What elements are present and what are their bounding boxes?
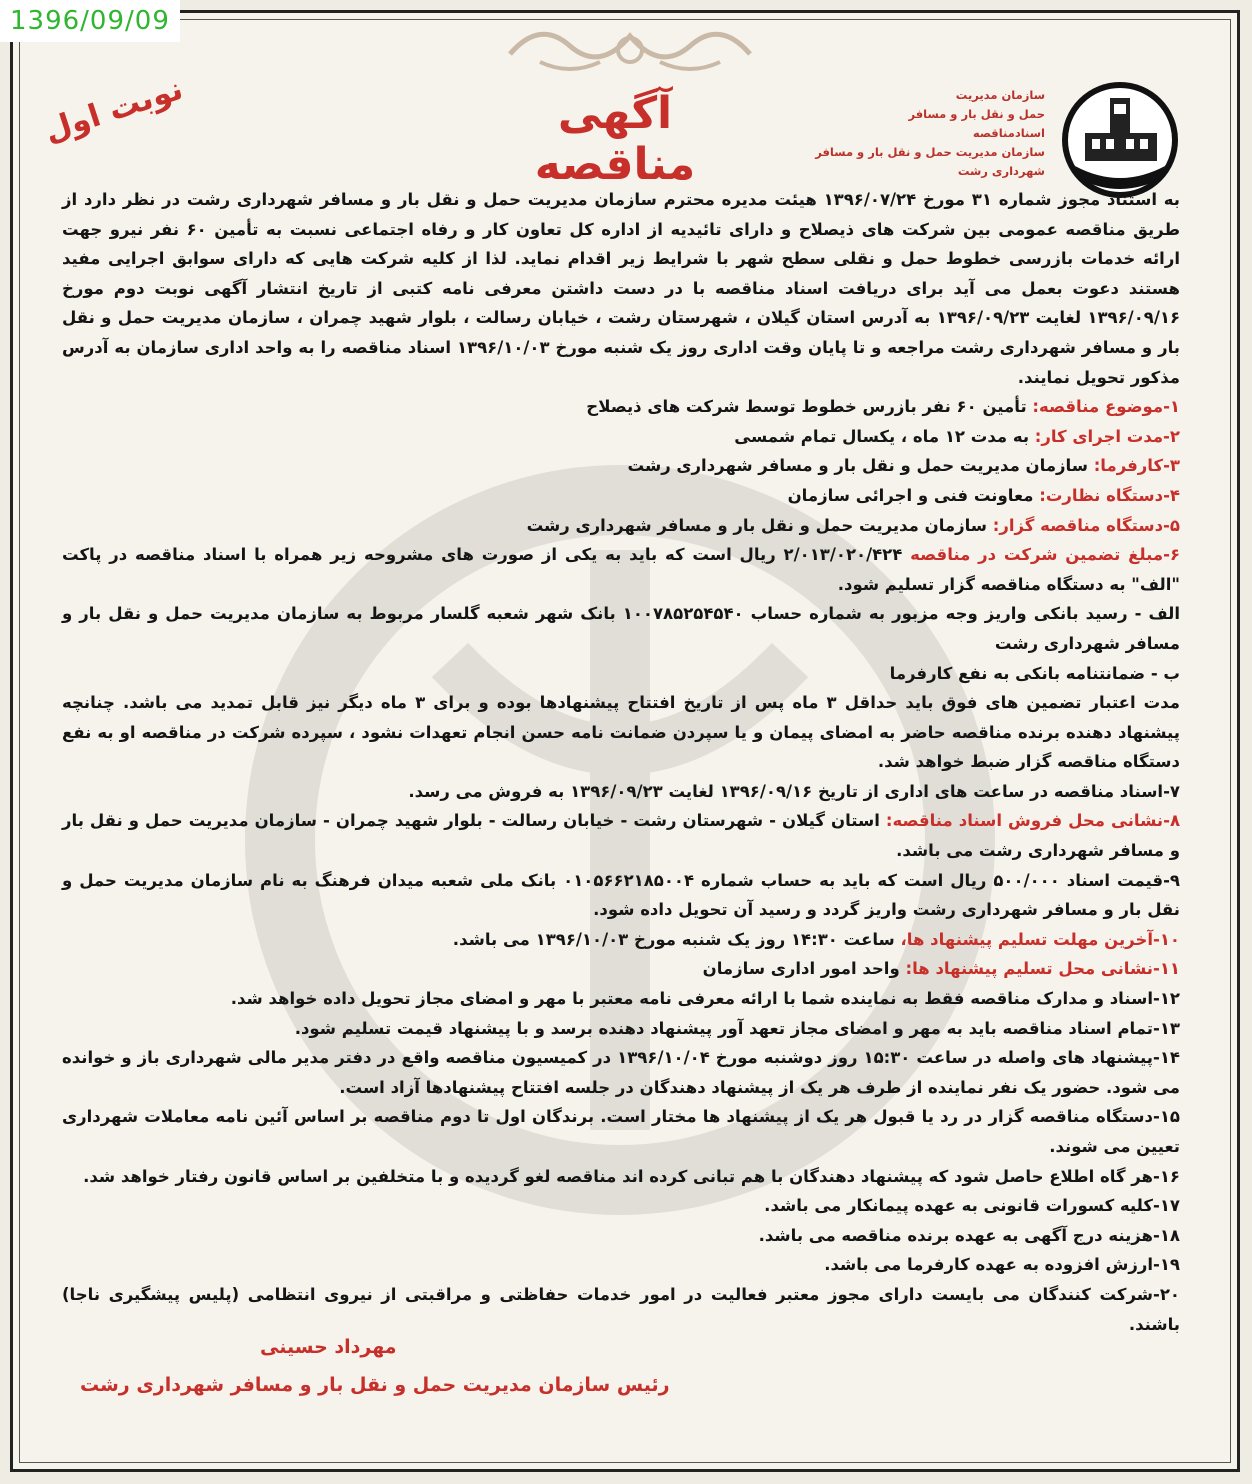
notice-title: آگهی مناقصه	[534, 88, 696, 190]
condition-item	[62, 1162, 1180, 1192]
condition-item	[62, 599, 1180, 658]
condition-text: ۱۶-هر گاه اطلاع حاصل شود که پیشنهاد دهندگان با هم تبانی کرده اند مناقصه لغو گردیده و با متخلفین بر اساس قانون رفتار خواهد شد.	[83, 1166, 1180, 1186]
condition-item	[62, 688, 1180, 777]
condition-label: ۲-مدت اجرای کار:	[1034, 426, 1180, 446]
org-line: حمل و نقل بار و مسافر	[908, 107, 1045, 121]
condition-label: ۶-مبلغ تضمین شرکت در مناقصه	[910, 545, 1181, 565]
condition-item	[62, 422, 1180, 452]
condition-item	[62, 481, 1180, 511]
condition-text: سازمان مدیریت حمل و نقل بار و مسافر شهرداری رشت	[526, 515, 993, 535]
condition-text: ۱۹-ارزش افزوده به عهده کارفرما می باشد.	[824, 1255, 1180, 1275]
org-line: سازمان مدیریت حمل و نقل بار و مسافر شهرداری رشت	[815, 145, 1045, 178]
condition-text: معاونت فنی و اجرائی سازمان	[787, 485, 1040, 505]
condition-text: تأمین ۶۰ نفر بازرس خطوط توسط شرکت های ذیصلاح	[586, 397, 1033, 417]
condition-item	[62, 511, 1180, 541]
condition-item	[62, 540, 1180, 599]
condition-label: ۱۰-آخرین مهلت تسلیم پیشنهاد ها،	[900, 929, 1180, 949]
condition-text: به مدت ۱۲ ماه ، یکسال تمام شمسی	[734, 426, 1035, 446]
condition-item	[62, 954, 1180, 984]
condition-text: استان گیلان - شهرستان رشت - خیابان رسالت - بلوار شهید چمران - سازمان مدیریت حمل و نقل بار و مسافر شهرداری رشت می باشد.	[62, 811, 1180, 861]
condition-item	[62, 392, 1180, 422]
condition-label: ۱۱-نشانی محل تسلیم پیشنهاد ها:	[905, 959, 1180, 979]
condition-item	[62, 984, 1180, 1014]
intro-paragraph: به استناد مجوز شماره ۳۱ مورخ ۱۳۹۶/۰۷/۲۴ هیئت مدیره محترم سازمان مدیریت حمل و نقل بار و مسافر شهرداری رشت در نظر دارد از طریق مناقصه عمومی بین شرکت های ذیصلاح و دارای تائیدیه از اداره کل تعاون کار و رفاه اجتماعی نسبت به تأمین ۶۰ نفر نیرو جهت ارائه خدمات بازرسی خطوط حمل و نقلی سطح شهر با شرایط زیر اقدام نماید. لذا از کلیه شرکت هایی که دارای سوابق اجرایی مفید هستند دعوت بعمل می آید برای دریافت اسناد مناقصه با در دست داشتن معرفی نامه کتبی از تاریخ انتشار آگهی نوبت دوم مورخ ۱۳۹۶/۰۹/۱۶ لغایت ۱۳۹۶/۰۹/۲۳ به آدرس استان گیلان ، شهرستان رشت ، خیابان رسالت ، بلوار شهید چمران ، سازمان مدیریت حمل و نقل بار و مسافر شهرداری رشت مراجعه و تا پایان وقت اداری روز یک شنبه مورخ ۱۳۹۶/۱۰/۰۳ اسناد مناقصه را به واحد اداری سازمان به آدرس مذکور تحویل نمایند.	[62, 190, 1181, 387]
condition-label: ۱-موضوع مناقصه:	[1032, 397, 1180, 417]
org-line: اسنادمناقصه	[972, 126, 1045, 140]
condition-item	[62, 1191, 1180, 1221]
condition-text: ۱۵-دستگاه مناقصه گزار در رد یا قبول هر یک از پیشنهاد ها مختار است. برندگان اول تا دوم مناقصه بر اساس آئین نامه معاملات شهرداری تعیین می شوند.	[62, 1107, 1180, 1156]
condition-item	[62, 451, 1180, 481]
condition-text: ۱۳-تمام اسناد مناقصه باید به مهر و امضای مجاز تعهد آور پیشنهاد دهنده برسد و با پیشنهاد قیمت تسلیم شود.	[294, 1018, 1180, 1038]
condition-item	[62, 1250, 1180, 1280]
condition-label: ۳-کارفرما:	[1093, 456, 1180, 476]
condition-item	[62, 806, 1180, 865]
conditions-list	[62, 392, 1180, 1339]
notice-body	[62, 185, 1180, 1339]
condition-item	[62, 1043, 1180, 1102]
condition-text: ۱۷-کلیه کسورات قانونی به عهده پیمانکار می باشد.	[764, 1196, 1180, 1216]
date-stamp: 1396/09/09	[0, 0, 180, 42]
condition-item	[62, 866, 1180, 925]
condition-item	[62, 659, 1180, 689]
condition-label: ۵-دستگاه مناقصه گزار:	[992, 515, 1180, 535]
condition-text: الف - رسید بانکی واریز وجه مزبور به شماره حساب ۱۰۰۷۸۵۲۵۴۵۴۰ بانک شهر شعبه گلسار مربوط به سازمان مدیریت حمل و نقل بار و مسافر شهرداری رشت	[62, 604, 1180, 653]
condition-text: ب - ضمانتنامه بانکی به نفع کارفرما	[889, 663, 1180, 683]
condition-text: ۷-اسناد مناقصه در ساعت های اداری از تاریخ ۱۳۹۶/۰۹/۱۶ لغایت ۱۳۹۶/۰۹/۲۳ به فروش می رسد.	[408, 781, 1180, 801]
signatory-role: رئیس سازمان مدیریت حمل و نقل بار و مسافر شهرداری رشت	[80, 1374, 670, 1396]
condition-text: ۱۲-اسناد و مدارک مناقصه فقط به نماینده شما با ارائه معرفی نامه معتبر با مهر و امضای مجاز تحویل داده خواهد شد.	[230, 989, 1180, 1009]
condition-text: ۱۴-پیشنهاد های واصله در ساعت ۱۵:۳۰ روز دوشنبه مورخ ۱۳۹۶/۱۰/۰۴ در کمیسیون مناقصه واقع در دفتر مدیر مالی شهرداری باز و خوانده می شود. حضور یک نفر نماینده از طرف هر یک از پیشنهاد دهندگان در جلسه افتتاح پیشنهادها آزاد است.	[62, 1048, 1180, 1097]
condition-text: ۲۰-شرکت کنندگان می بایست دارای مجوز معتبر فعالیت در امور خدمات حفاظتی و مراقبتی از نیروی انتظامی (پلیس پیشگیری ناجا) باشند.	[62, 1284, 1180, 1334]
condition-text: ۹-قیمت اسناد ۵۰۰/۰۰۰ ریال است که باید به حساب شماره ۰۱۰۵۶۶۲۱۸۵۰۰۴ بانک ملی شعبه میدان فرهنگ به نام سازمان مدیریت حمل و نقل بار و مسافر شهرداری رشت واریز گردد و رسید آن تحویل داده شود.	[62, 870, 1180, 920]
condition-text: واحد امور اداری سازمان	[702, 959, 906, 979]
condition-item	[62, 1102, 1180, 1161]
condition-text: ۲/۰۱۳/۰۲۰/۴۲۴ ریال است که باید به یکی از صورت های مشروحه زیر همراه با اسناد مناقصه در پاکت "الف" به دستگاه مناقصه گزار تسلیم شود.	[62, 545, 1180, 594]
condition-item	[62, 925, 1180, 955]
ornament-header-decoration	[500, 14, 760, 78]
condition-text: ساعت ۱۴:۳۰ روز یک شنبه مورخ ۱۳۹۶/۱۰/۰۳ می باشد.	[452, 929, 901, 949]
organization-name-block	[800, 86, 1045, 181]
condition-label: ۸-نشانی محل فروش اسناد مناقصه:	[885, 811, 1181, 831]
org-line: سازمان مدیریت	[955, 88, 1045, 102]
condition-label: ۴-دستگاه نظارت:	[1039, 485, 1180, 505]
condition-item	[62, 1221, 1180, 1251]
condition-item	[62, 1014, 1180, 1044]
condition-item	[62, 777, 1180, 807]
condition-item	[62, 1280, 1180, 1339]
condition-text: ۱۸-هزینه درج آگهی به عهده برنده مناقصه می باشد.	[758, 1225, 1180, 1245]
signatory-name: مهرداد حسینی	[260, 1336, 397, 1358]
condition-text: مدت اعتبار تضمین های فوق باید حداقل ۳ ماه پس از تاریخ افتتاح پیشنهادها بوده و برای ۳ ماه دیگر نیز قابل تمدید می باشد. چنانچه پیشنهاد دهنده برنده مناقصه حاضر به امضای پیمان و یا سپردن ضمانت نامه حسن انجام تعهدات نشود ، سپرده شرکت در مناقصه او به نفع دستگاه مناقصه گزار ضبط خواهد شد.	[62, 693, 1180, 772]
round-label: نوبت اول	[39, 70, 188, 150]
condition-text: سازمان مدیریت حمل و نقل بار و مسافر شهرداری رشت	[627, 456, 1094, 476]
